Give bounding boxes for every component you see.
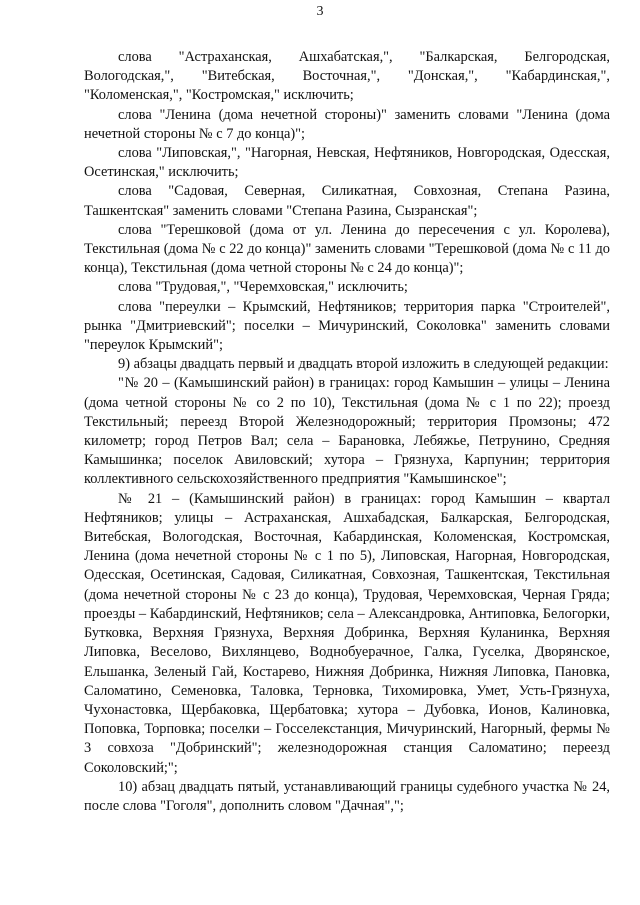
paragraph: 10) абзац двадцать пятый, устанавливающий границы судебного участка № 24, после слова "Гоголя", дополнить словом "Дачная",";	[84, 778, 610, 814]
paragraph: № 21 – (Камышинский район) в границах: город Камышин – квартал Нефтяников; улицы – Астраханская, Ашхабадская, Балкарская, Белгородская, Витебская, Вологодская, Восточная, Кабардинская, Коломенская, Костромская, Ленина (дома нечетной стороны № с 1 по 5), Липовская, Нагорная, Новгородская, Одесская, Осетинская, Садовая, Силикатная, Совхозная, Ташкентская, Текстильная (дома нечетной стороны № с 23 до конца), Трудовая, Черемховская, Черная Гряда; проезды – Кабардинский, Нефтяников; села – Александровка, Антиповка, Белогорки, Бутковка, Верхняя Грязнуха, Верхняя Добринка, Верхняя Куланинка, Верхняя Липовка, Веселово, Вихлянцево, Воднобуерачное, Галка, Гуселка, Дворянское, Ельшанка, Зеленый Гай, Костарево, Нижняя Добринка, Нижняя Липовка, Пановка, Саломатино, Семеновка, Таловка, Терновка, Тихомировка, Умет, Усть-Грязнуха, Чухонастовка, Щербаковка, Щербатовка; хутора – Дубовка, Ионов, Калиновка, Поповка, Торповка; поселки – Госселекстанция, Мичуринский, Нагорный, фермы № 3 совхоза "Добринский"; железнодорожная станция Саломатино; переезд Соколовский;";	[84, 490, 610, 776]
paragraph: слова "переулки – Крымский, Нефтяников; территория парка "Строителей", рынка "Дмитриевский"; поселки – Мичуринский, Соколовка" заменить словами "переулок Крымский";	[84, 298, 610, 354]
paragraph: 9) абзацы двадцать первый и двадцать второй изложить в следующей редакции:	[118, 356, 609, 373]
paragraph: слова "Липовская,", "Нагорная, Невская, Нефтяников, Новгородская, Одесская, Осетинская," исключить;	[84, 145, 610, 181]
paragraph: "№ 20 – (Камышинский район) в границах: город Камышин – улицы – Ленина (дома четной стороны № со 2 по 10), Текстильная (дома № с 1 по 22); проезд Текстильный; переезд Второй Железнодорожный; территория Промзоны; 472 километр; город Петров Вал; села – Барановка, Лебяжье, Петрунино, Средняя Камышинка; поселок Авиловский; хутора – Грязнуха, Карпунин; территория коллективного сельскохозяйственного предприятия "Камышинское";	[84, 375, 610, 488]
paragraph: слова "Ленина (дома нечетной стороны)" заменить словами "Ленина (дома нечетной стороны № с 7 до конца)";	[84, 106, 610, 142]
page-number: 3	[316, 4, 324, 19]
document-body	[84, 48, 610, 816]
paragraph: слова "Астраханская, Ашхабатская,", "Балкарская, Белгородская, Вологодская,", "Витебская, Восточная,", "Донская,", "Кабардинская,", "Коломенская,", "Костромская," исключить;	[84, 49, 610, 104]
paragraph: слова "Трудовая,", "Черемховская," исключить;	[118, 279, 408, 296]
paragraph: слова "Садовая, Северная, Силикатная, Совхозная, Степана Разина, Ташкентская" заменить словами "Степана Разина, Сызранская";	[84, 183, 610, 219]
paragraph: слова "Терешковой (дома от ул. Ленина до пересечения с ул. Королева), Текстильная (дома № с 22 до конца)" заменить словами "Терешковой (дома № с 11 до конца), Текстильная (дома четной стороны № с 24 до конца)";	[84, 221, 610, 277]
